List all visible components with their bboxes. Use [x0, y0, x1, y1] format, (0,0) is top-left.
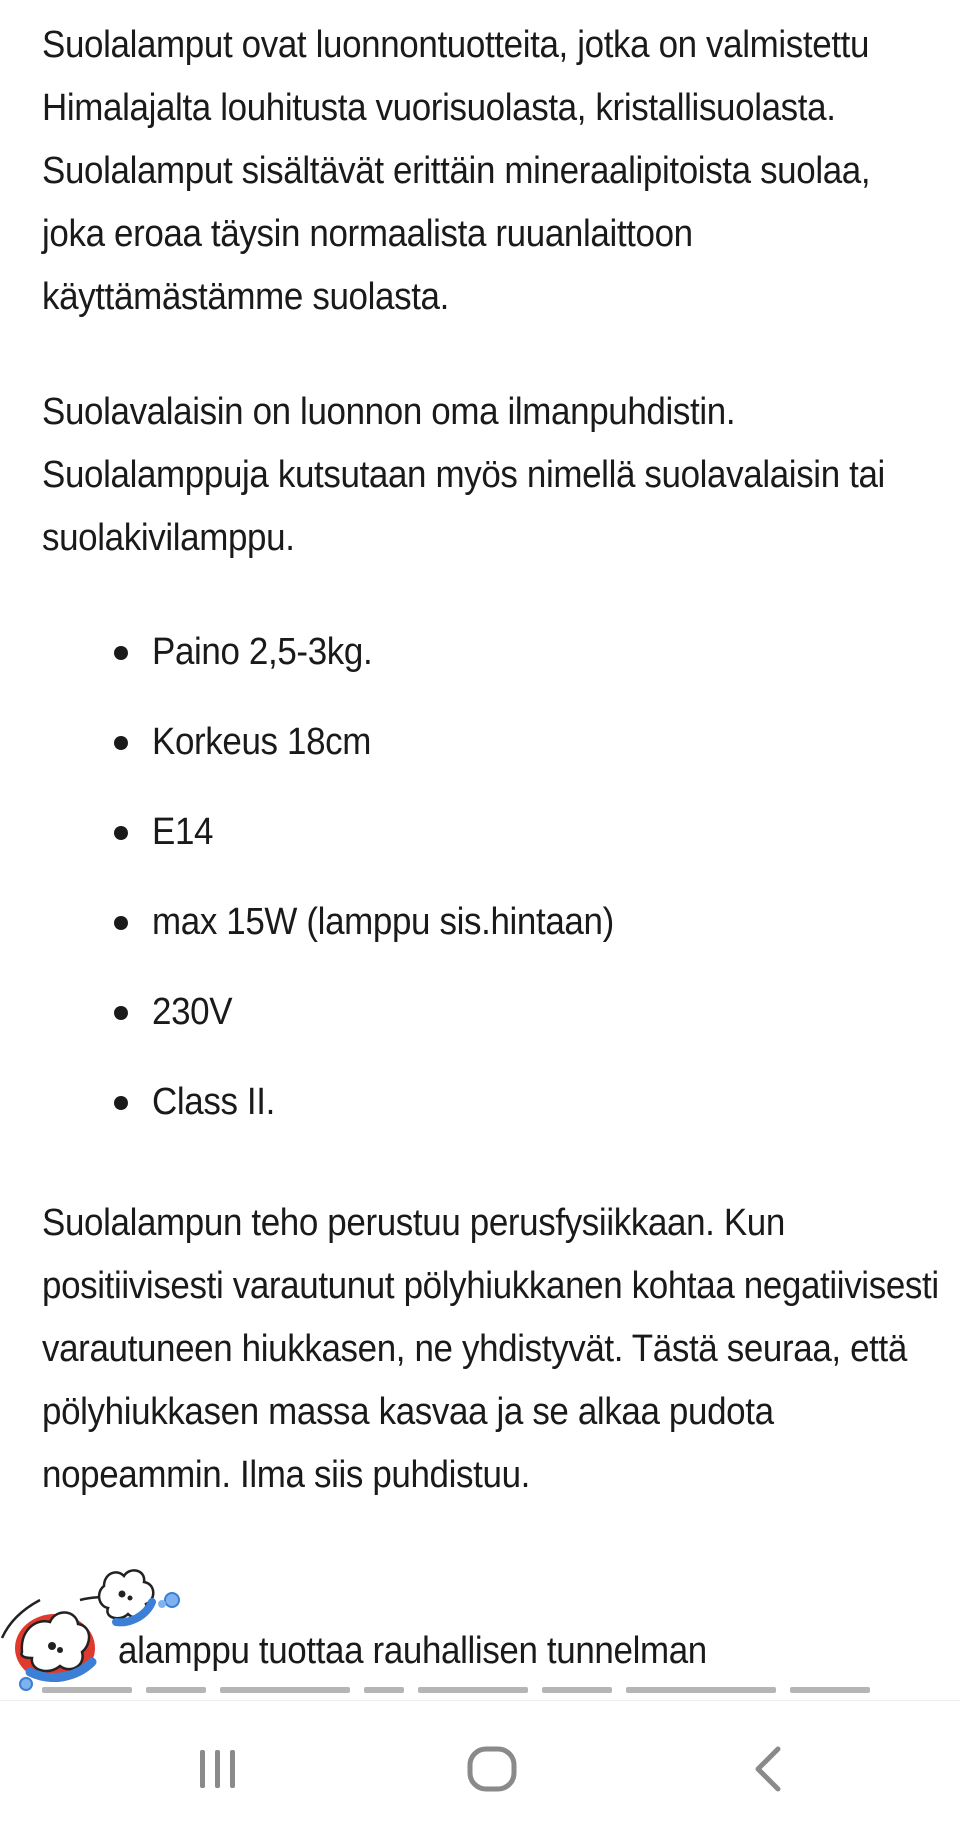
- spec-weight: Paino 2,5-3kg.: [152, 631, 373, 673]
- spec-class: Class II.: [152, 1081, 275, 1123]
- spec-socket: E14: [152, 811, 214, 853]
- partial-paragraph-line: alamppu tuottaa rauhallisen tunnelman: [118, 1630, 707, 1672]
- list-item: [42, 982, 942, 1072]
- system-navigation-bar: [0, 1700, 960, 1833]
- home-button[interactable]: [452, 1729, 532, 1809]
- spec-height: Korkeus 18cm: [152, 721, 372, 763]
- spec-wattage: max 15W (lamppu sis.hintaan): [152, 901, 614, 943]
- list-item: [42, 892, 942, 982]
- bullet-icon: [114, 1096, 128, 1110]
- specs-list: [42, 622, 942, 1162]
- list-item: [42, 622, 942, 712]
- sticker-icon[interactable]: [0, 1560, 190, 1700]
- spec-voltage: 230V: [152, 991, 233, 1033]
- list-item: [42, 712, 942, 802]
- bullet-icon: [114, 736, 128, 750]
- recents-button[interactable]: [178, 1729, 258, 1809]
- recents-icon: [196, 1747, 240, 1791]
- back-icon: [748, 1745, 788, 1793]
- purifier-paragraph: Suolavalaisin on luonnon oma ilmanpuhdistin. Suolalamppuja kutsutaan myös nimellä suolavalaisin tai suolakivilamppu.: [42, 391, 885, 559]
- physics-paragraph: Suolalampun teho perustuu perusfysiikkaan. Kun positiivisesti varautunut pölyhiukkanen kohtaa negatiivisesti varautuneen hiukkasen, ne yhdistyvät. Tästä seuraa, että pölyhiukkasen massa kasvaa ja se alkaa pudota nopeammin. Ilma siis puhdistuu.: [42, 1202, 939, 1496]
- bullet-icon: [114, 826, 128, 840]
- article-content: [42, 14, 942, 1559]
- intro-paragraph: Suolalamput ovat luonnontuotteita, jotka on valmistettu Himalajalta louhitusta vuorisuolasta, kristallisuolasta. Suolalamput sisältävät erittäin mineraalipitoista suolaa, joka eroaa täysin normaalista ruuanlaittoon käyttämästämme suolasta.: [42, 24, 871, 318]
- home-icon: [466, 1745, 518, 1793]
- list-item: [42, 1072, 942, 1162]
- bullet-icon: [114, 916, 128, 930]
- list-item: [42, 802, 942, 892]
- back-button[interactable]: [728, 1729, 808, 1809]
- bullet-icon: [114, 1006, 128, 1020]
- bullet-icon: [114, 646, 128, 660]
